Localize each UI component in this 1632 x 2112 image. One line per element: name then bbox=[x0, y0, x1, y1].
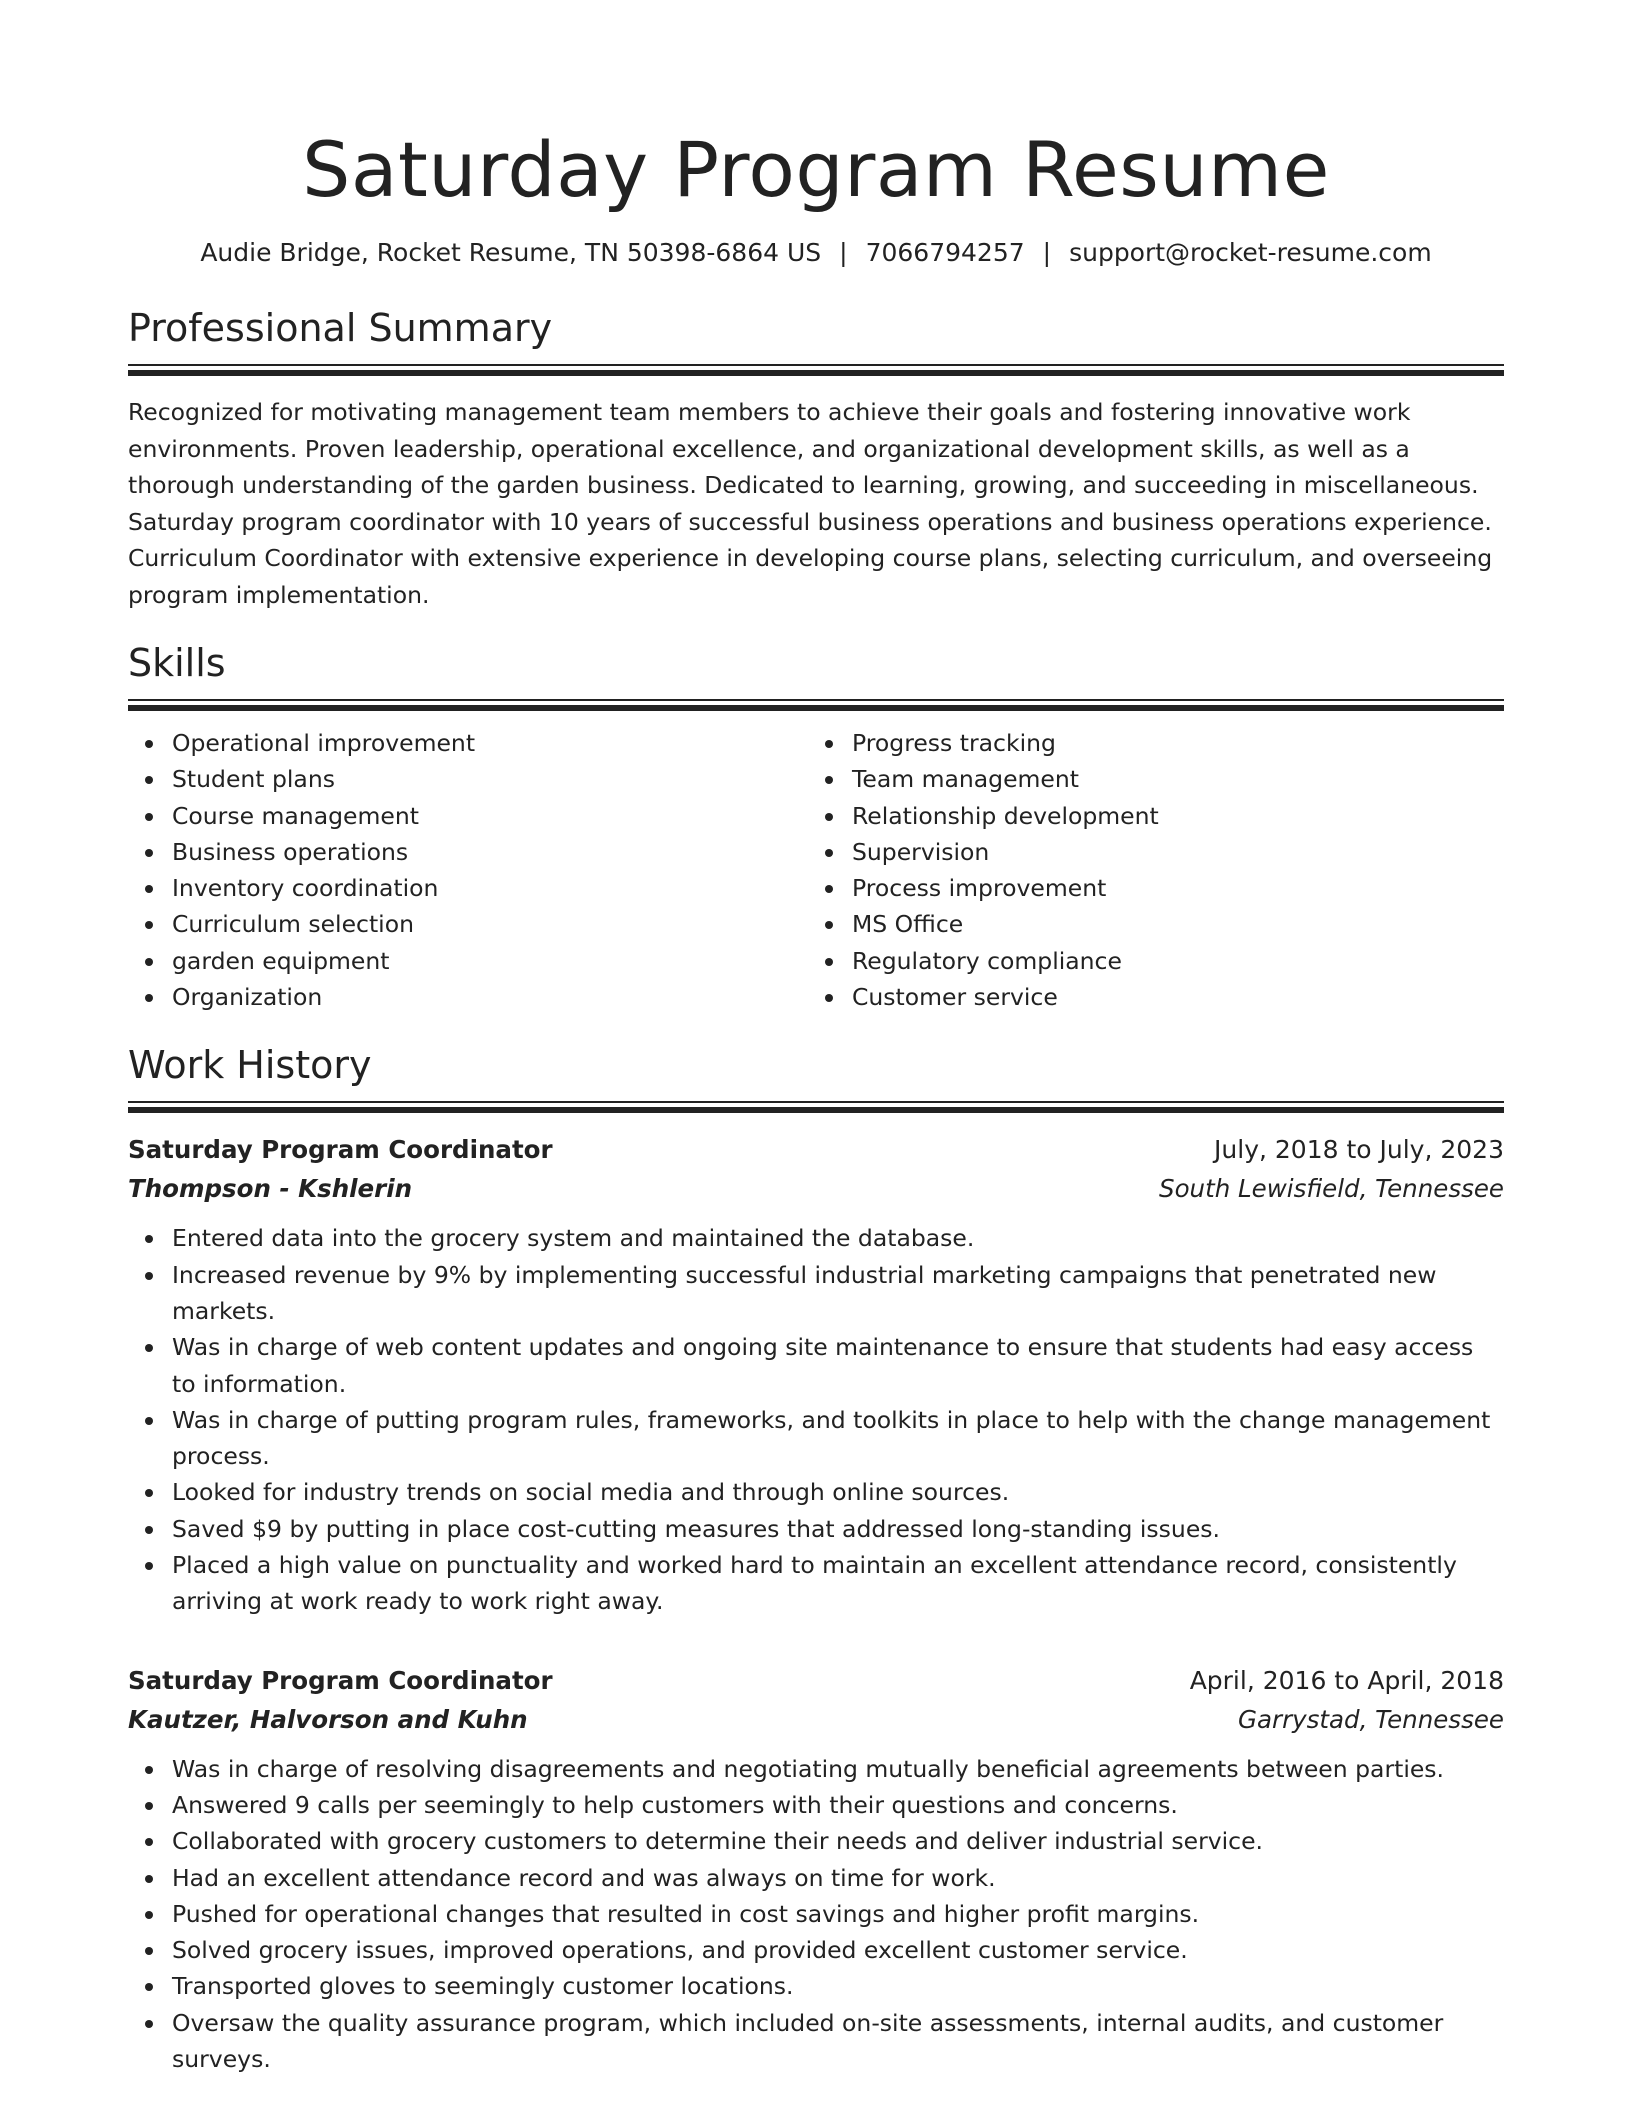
job-subheader bbox=[128, 1170, 1504, 1208]
work-history-section bbox=[128, 1041, 1504, 2077]
skill-item: Operational improvement bbox=[172, 725, 808, 761]
summary-text: Recognized for motivating management team members to achieve their goals and fostering innovative work environments. Proven leadership, operational excellence, and organizational development skills, as well as a thorough understanding of the garden business. Dedicated to learning, growing, and succeeding in miscellaneous. Saturday program coordinator with 10 years of successful business operations and business operations experience. Curriculum Coordinator with extensive experience in developing course plans, selecting curriculum, and overseeing program implementation. bbox=[128, 398, 1493, 609]
contact-phone: 7066794257 bbox=[865, 238, 1025, 267]
skill-item: Team management bbox=[852, 761, 1488, 797]
job-dates: April, 2016 to April, 2018 bbox=[1189, 1665, 1504, 1695]
section-divider bbox=[128, 1101, 1504, 1113]
job-bullet: Saved $9 by putting in place cost-cutting measures that addressed long-standing issues. bbox=[172, 1511, 1504, 1547]
contact-separator: | bbox=[1042, 238, 1052, 267]
job-header bbox=[128, 1131, 1504, 1169]
resume-title: Saturday Program Resume bbox=[302, 125, 1330, 214]
job-bullet: Pushed for operational changes that resulted in cost savings and higher profit margins. bbox=[172, 1896, 1504, 1932]
skill-item: Customer service bbox=[852, 979, 1488, 1015]
job-entry bbox=[128, 1662, 1504, 2078]
resume-page bbox=[128, 0, 1504, 2077]
skills-list-right bbox=[808, 725, 1488, 1015]
job-bullet: Entered data into the grocery system and maintained the database. bbox=[172, 1220, 1504, 1256]
section-divider bbox=[128, 364, 1504, 376]
job-entry bbox=[128, 1131, 1504, 1619]
skill-item: Relationship development bbox=[852, 798, 1488, 834]
job-bullet: Answered 9 calls per seemingly to help customers with their questions and concerns. bbox=[172, 1787, 1504, 1823]
job-bullet: Looked for industry trends on social media and through online sources. bbox=[172, 1474, 1504, 1510]
job-bullet: Was in charge of web content updates and ongoing site maintenance to ensure that students had easy access to information. bbox=[172, 1329, 1504, 1402]
summary-section bbox=[128, 304, 1504, 613]
skill-item: Course management bbox=[172, 798, 808, 834]
skill-item: Business operations bbox=[172, 834, 808, 870]
skill-item: garden equipment bbox=[172, 943, 808, 979]
skills-columns bbox=[128, 725, 1504, 1015]
skill-item: Student plans bbox=[172, 761, 808, 797]
job-company: Kautzer, Halvorson and Kuhn bbox=[128, 1704, 528, 1734]
section-divider bbox=[128, 699, 1504, 711]
skill-item: Process improvement bbox=[852, 870, 1488, 906]
contact-address: Audie Bridge, Rocket Resume, TN 50398-6864 US bbox=[200, 238, 822, 267]
job-bullets bbox=[128, 1751, 1504, 2078]
job-dates: July, 2018 to July, 2023 bbox=[1214, 1135, 1504, 1165]
job-company: Thompson - Kshlerin bbox=[128, 1174, 413, 1204]
skill-item: Progress tracking bbox=[852, 725, 1488, 761]
skills-heading: Skills bbox=[128, 641, 226, 685]
job-bullet: Placed a high value on punctuality and worked hard to maintain an excellent attendance record, consistently arriving at work ready to work right away. bbox=[172, 1547, 1504, 1620]
skill-item: Organization bbox=[172, 979, 808, 1015]
work-history-heading: Work History bbox=[128, 1043, 372, 1088]
job-header bbox=[128, 1662, 1504, 1700]
job-bullet: Was in charge of resolving disagreements and negotiating mutually beneficial agreements between parties. bbox=[172, 1751, 1504, 1787]
job-location: Garrystad, Tennessee bbox=[1238, 1704, 1504, 1734]
contact-separator: | bbox=[839, 238, 848, 267]
skills-list-left bbox=[128, 725, 808, 1015]
skills-section bbox=[128, 639, 1504, 1015]
job-location: South Lewisfield, Tennessee bbox=[1159, 1174, 1504, 1204]
job-bullet: Transported gloves to seemingly customer locations. bbox=[172, 1968, 1504, 2004]
summary-heading: Professional Summary bbox=[128, 306, 553, 350]
job-bullet: Oversaw the quality assurance program, which included on-site assessments, internal audits, and customer surveys. bbox=[172, 2005, 1504, 2078]
job-bullet: Had an excellent attendance record and was always on time for work. bbox=[172, 1860, 1504, 1896]
job-bullet: Collaborated with grocery customers to determine their needs and deliver industrial service. bbox=[172, 1823, 1504, 1859]
job-subheader bbox=[128, 1701, 1504, 1739]
job-bullet: Was in charge of putting program rules, frameworks, and toolkits in place to help with the change management process. bbox=[172, 1402, 1504, 1475]
contact-line bbox=[128, 236, 1504, 270]
skill-item: Inventory coordination bbox=[172, 870, 808, 906]
skill-item: MS Office bbox=[852, 906, 1488, 942]
job-title: Saturday Program Coordinator bbox=[128, 1665, 553, 1695]
job-bullets bbox=[128, 1220, 1504, 1619]
skill-item: Regulatory compliance bbox=[852, 943, 1488, 979]
contact-email: support@rocket-resume.com bbox=[1069, 238, 1432, 267]
skill-item: Supervision bbox=[852, 834, 1488, 870]
job-title: Saturday Program Coordinator bbox=[128, 1135, 553, 1165]
job-bullet: Solved grocery issues, improved operations, and provided excellent customer service. bbox=[172, 1932, 1504, 1968]
skill-item: Curriculum selection bbox=[172, 906, 808, 942]
job-bullet: Increased revenue by 9% by implementing successful industrial marketing campaigns that penetrated new markets. bbox=[172, 1257, 1504, 1330]
